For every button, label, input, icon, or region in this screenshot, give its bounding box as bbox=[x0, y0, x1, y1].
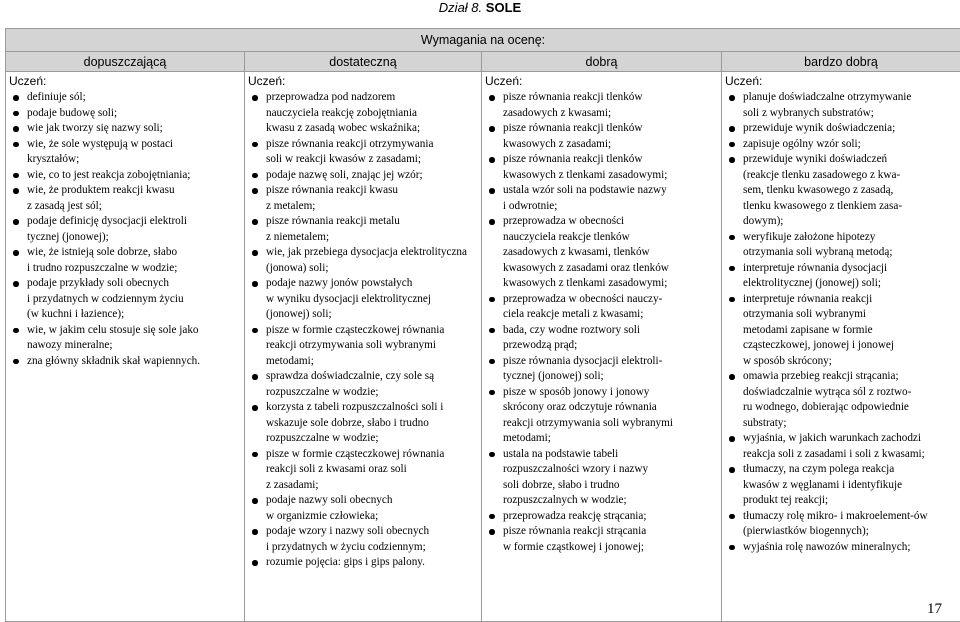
requirement-item bbox=[9, 137, 240, 168]
bullet-icon bbox=[252, 405, 258, 411]
bullet-icon bbox=[13, 111, 19, 117]
requirement-item bbox=[725, 121, 956, 137]
requirement-text: przewiduje wyniki doświadczeń (reakcje tlenku zasadowego z kwa- sem, tlenku kwasowego z zasadą, tlenku kwasowego z tlenkiem zasa- dowym); bbox=[743, 153, 902, 227]
bullet-icon bbox=[13, 219, 19, 225]
requirement-item bbox=[725, 152, 956, 230]
requirement-item bbox=[485, 509, 717, 525]
bullet-icon bbox=[729, 374, 735, 380]
requirement-item bbox=[9, 214, 240, 245]
requirement-text: interpretuje równania reakcji otrzymania soli wybranymi metodami zapisane w formie cząsteczkowej, jonowej i jonowej w sposób skrócony; bbox=[743, 293, 894, 367]
bullet-icon bbox=[13, 250, 19, 256]
bullet-icon bbox=[252, 173, 258, 179]
bullet-icon bbox=[729, 266, 735, 272]
requirement-text: wyjaśnia rolę nawozów mineralnych; bbox=[743, 541, 910, 553]
requirement-item bbox=[248, 493, 477, 524]
bullet-icon bbox=[13, 126, 19, 132]
bullet-icon bbox=[13, 142, 19, 148]
requirement-item bbox=[9, 354, 240, 370]
bullet-icon bbox=[13, 281, 19, 287]
section-label: Dział 8. bbox=[439, 0, 482, 15]
requirements-column bbox=[245, 72, 482, 622]
requirement-text: sprawdza doświadczalnie, czy sole są rozpuszczalne w wodzie; bbox=[266, 370, 434, 398]
requirement-item bbox=[485, 354, 717, 385]
bullet-icon bbox=[13, 95, 19, 101]
requirement-text: tłumaczy rolę mikro- i makroelement-ów (pierwiastków biogennych); bbox=[743, 510, 928, 538]
requirement-item bbox=[725, 431, 956, 462]
requirement-text: korzysta z tabeli rozpuszczalności soli i wskazuje sole dobrze, słabo i trudno rozpuszczalne w wodzie; bbox=[266, 401, 443, 444]
requirement-text: podaje nazwę soli, znając jej wzór; bbox=[266, 169, 423, 181]
bullet-icon bbox=[252, 219, 258, 225]
requirement-text: wie, co to jest reakcja zobojętniania; bbox=[27, 169, 190, 181]
requirement-item bbox=[485, 90, 717, 121]
requirement-text: wie, że istnieją sole dobrze, słabo i trudno rozpuszczalne w wodzie; bbox=[27, 246, 177, 274]
requirement-text: podaje budowę soli; bbox=[27, 107, 117, 119]
requirement-item bbox=[485, 214, 717, 292]
requirement-text: wyjaśnia, w jakich warunkach zachodzi reakcja soli z zasadami i soli z kwasami; bbox=[743, 432, 925, 460]
requirement-text: rozumie pojęcia: gips i gips palony. bbox=[266, 556, 425, 568]
requirement-item bbox=[9, 168, 240, 184]
requirement-text: podaje przykłady soli obecnych i przydatnych w codziennym życiu (w kuchni i łazience); bbox=[27, 277, 184, 320]
requirement-text: definiuje sól; bbox=[27, 91, 86, 103]
requirement-text: ustala wzór soli na podstawie nazwy i odwrotnie; bbox=[503, 184, 667, 212]
requirement-text: zna główny składnik skał wapiennych. bbox=[27, 355, 200, 367]
requirement-text: podaje nazwy soli obecnych w organizmie człowieka; bbox=[266, 494, 392, 522]
requirement-item bbox=[485, 447, 717, 509]
requirement-item bbox=[725, 230, 956, 261]
requirements-list bbox=[9, 90, 240, 369]
requirement-item bbox=[248, 276, 477, 323]
requirements-list bbox=[485, 90, 717, 555]
requirement-item bbox=[725, 90, 956, 121]
bullet-icon bbox=[489, 514, 495, 520]
requirement-text: pisze w formie cząsteczkowej równania reakcji soli z kwasami oraz soli z zasadami; bbox=[266, 448, 444, 491]
requirement-item bbox=[248, 369, 477, 400]
bullet-icon bbox=[252, 281, 258, 287]
requirement-text: podaje wzory i nazwy soli obecnych i przydatnych w życiu codziennym; bbox=[266, 525, 429, 553]
requirement-item bbox=[725, 137, 956, 153]
requirement-text: weryfikuje założone hipotezy otrzymania soli wybraną metodą; bbox=[743, 231, 892, 259]
page-number: 17 bbox=[927, 602, 942, 617]
requirement-item bbox=[248, 168, 477, 184]
requirement-item bbox=[485, 292, 717, 323]
bullet-icon bbox=[489, 328, 495, 334]
bullet-icon bbox=[252, 250, 258, 256]
requirements-column bbox=[482, 72, 722, 622]
bullet-icon bbox=[489, 219, 495, 225]
bullet-icon bbox=[729, 142, 735, 148]
requirement-item bbox=[725, 462, 956, 509]
requirement-text: pisze równania reakcji tlenków zasadowych z kwasami; bbox=[503, 91, 642, 119]
bullet-icon bbox=[729, 545, 735, 551]
requirement-text: planuje doświadczalne otrzymywanie soli z wybranych substratów; bbox=[743, 91, 911, 119]
requirement-text: pisze równania reakcji metalu z niemetalem; bbox=[266, 215, 400, 243]
level-header-bardzo-dobra: bardzo dobrą bbox=[722, 52, 960, 72]
requirement-text: przeprowadza reakcję strącania; bbox=[503, 510, 646, 522]
requirement-text: interpretuje równania dysocjacji elektrolitycznej (jonowej) soli; bbox=[743, 262, 887, 290]
requirement-text: przeprowadza pod nadzorem nauczyciela reakcję zobojętniania kwasu z zasadą wobec wskaźnika; bbox=[266, 91, 420, 134]
section-name: SOLE bbox=[486, 0, 521, 15]
requirement-item bbox=[485, 323, 717, 354]
requirement-item bbox=[248, 137, 477, 168]
requirement-text: omawia przebieg reakcji strącania; doświadczalnie wytrąca sól z roztwo- ru wodnego, dobierając odpowiednie substraty; bbox=[743, 370, 911, 429]
bullet-icon bbox=[729, 467, 735, 473]
bullet-icon bbox=[252, 95, 258, 101]
bullet-icon bbox=[252, 560, 258, 566]
requirements-list bbox=[725, 90, 956, 555]
bullet-icon bbox=[489, 188, 495, 194]
column-label: Uczeń: bbox=[725, 74, 956, 88]
requirement-item bbox=[485, 524, 717, 555]
bullet-icon bbox=[252, 374, 258, 380]
level-header-dobra: dobrą bbox=[482, 52, 722, 72]
requirement-item bbox=[248, 555, 477, 571]
requirement-text: ustala na podstawie tabeli rozpuszczalności wzory i nazwy soli dobrze, słabo i trudno rozpuszczalnych w wodzie; bbox=[503, 448, 648, 507]
bullet-icon bbox=[729, 514, 735, 520]
requirement-text: pisze w formie cząsteczkowej równania reakcji otrzymywania soli wybranymi metodami; bbox=[266, 324, 444, 367]
bullet-icon bbox=[252, 142, 258, 148]
requirement-text: wie jak tworzy się nazwy soli; bbox=[27, 122, 163, 134]
requirement-text: przeprowadza w obecności nauczy- ciela reakcje metali z kwasami; bbox=[503, 293, 662, 321]
bullet-icon bbox=[252, 452, 258, 458]
bullet-icon bbox=[489, 126, 495, 132]
requirement-text: pisze równania reakcji otrzymywania soli w reakcji kwasów z zasadami; bbox=[266, 138, 433, 166]
requirement-item bbox=[248, 245, 477, 276]
bullet-icon bbox=[729, 157, 735, 163]
column-label: Uczeń: bbox=[248, 74, 477, 88]
requirements-column bbox=[722, 72, 960, 622]
bullet-icon bbox=[489, 529, 495, 535]
requirement-item bbox=[9, 245, 240, 276]
bullet-icon bbox=[252, 188, 258, 194]
requirement-item bbox=[9, 121, 240, 137]
bullet-icon bbox=[489, 157, 495, 163]
requirement-item bbox=[248, 524, 477, 555]
bullet-icon bbox=[13, 328, 19, 334]
requirement-item bbox=[248, 214, 477, 245]
bullet-icon bbox=[13, 359, 19, 365]
bullet-icon bbox=[489, 297, 495, 303]
requirement-item bbox=[725, 509, 956, 540]
requirement-item bbox=[725, 261, 956, 292]
requirements-table bbox=[5, 28, 960, 622]
requirement-text: bada, czy wodne roztwory soli przewodzą prąd; bbox=[503, 324, 640, 352]
table-caption: Wymagania na ocenę: bbox=[6, 29, 960, 52]
requirement-text: wie, jak przebiega dysocjacja elektrolityczna (jonowa) soli; bbox=[266, 246, 467, 274]
requirement-text: pisze w sposób jonowy i jonowy skrócony oraz odczytuje równania reakcji otrzymywania soli wybranymi metodami; bbox=[503, 386, 673, 445]
requirement-item bbox=[9, 90, 240, 106]
bullet-icon bbox=[729, 297, 735, 303]
requirement-item bbox=[725, 292, 956, 370]
requirement-text: pisze równania reakcji tlenków kwasowych z zasadami; bbox=[503, 122, 642, 150]
requirement-text: zapisuje ogólny wzór soli; bbox=[743, 138, 861, 150]
bullet-icon bbox=[13, 188, 19, 194]
requirement-text: wie, że sole występują w postaci kryształów; bbox=[27, 138, 173, 166]
bullet-icon bbox=[252, 328, 258, 334]
requirement-text: pisze równania dysocjacji elektroli- tycznej (jonowej) soli; bbox=[503, 355, 662, 383]
requirement-item bbox=[248, 183, 477, 214]
requirement-text: podaje definicję dysocjacji elektroli tycznej (jonowej); bbox=[27, 215, 187, 243]
requirement-text: wie, że produktem reakcji kwasu z zasadą jest sól; bbox=[27, 184, 175, 212]
column-label: Uczeń: bbox=[9, 74, 240, 88]
level-header-dopuszczajaca: dopuszczającą bbox=[6, 52, 245, 72]
requirement-item bbox=[9, 106, 240, 122]
requirement-item bbox=[9, 183, 240, 214]
bullet-icon bbox=[729, 235, 735, 241]
requirement-item bbox=[725, 540, 956, 556]
requirement-text: pisze równania reakcji strącania w formie cząstkowej i jonowej; bbox=[503, 525, 646, 553]
requirement-item bbox=[725, 369, 956, 431]
requirement-text: podaje nazwy jonów powstałych w wyniku dysocjacji elektrolitycznej (jonowej) soli; bbox=[266, 277, 431, 320]
requirement-item bbox=[485, 385, 717, 447]
requirement-text: tłumaczy, na czym polega reakcja kwasów z węglanami i identyfikuje produkt tej reakcji; bbox=[743, 463, 902, 506]
requirement-text: pisze równania reakcji kwasu z metalem; bbox=[266, 184, 398, 212]
bullet-icon bbox=[252, 498, 258, 504]
requirements-list bbox=[248, 90, 477, 571]
requirement-item bbox=[485, 121, 717, 152]
requirement-item bbox=[485, 183, 717, 214]
requirement-item bbox=[248, 400, 477, 447]
bullet-icon bbox=[489, 390, 495, 396]
bullet-icon bbox=[729, 436, 735, 442]
bullet-icon bbox=[13, 173, 19, 179]
requirement-item bbox=[9, 276, 240, 323]
requirement-text: przewiduje wynik doświadczenia; bbox=[743, 122, 895, 134]
bullet-icon bbox=[729, 126, 735, 132]
requirements-column bbox=[6, 72, 245, 622]
requirement-text: pisze równania reakcji tlenków kwasowych z tlenkami zasadowymi; bbox=[503, 153, 667, 181]
requirement-item bbox=[248, 323, 477, 370]
column-label: Uczeń: bbox=[485, 74, 717, 88]
bullet-icon bbox=[489, 359, 495, 365]
requirement-text: wie, w jakim celu stosuje się sole jako nawozy mineralne; bbox=[27, 324, 199, 352]
requirement-item bbox=[248, 447, 477, 494]
requirement-item bbox=[485, 152, 717, 183]
bullet-icon bbox=[252, 529, 258, 535]
bullet-icon bbox=[729, 95, 735, 101]
requirement-text: przeprowadza w obecności nauczyciela reakcje tlenków zasadowych z kwasami, tlenków kwasowych z zasadami oraz tlenków kwasowych z tlenkami zasadowymi; bbox=[503, 215, 669, 289]
page-header bbox=[0, 0, 960, 18]
bullet-icon bbox=[489, 452, 495, 458]
requirement-item bbox=[9, 323, 240, 354]
level-header-dostateczna: dostateczną bbox=[245, 52, 482, 72]
requirement-item bbox=[248, 90, 477, 137]
bullet-icon bbox=[489, 95, 495, 101]
